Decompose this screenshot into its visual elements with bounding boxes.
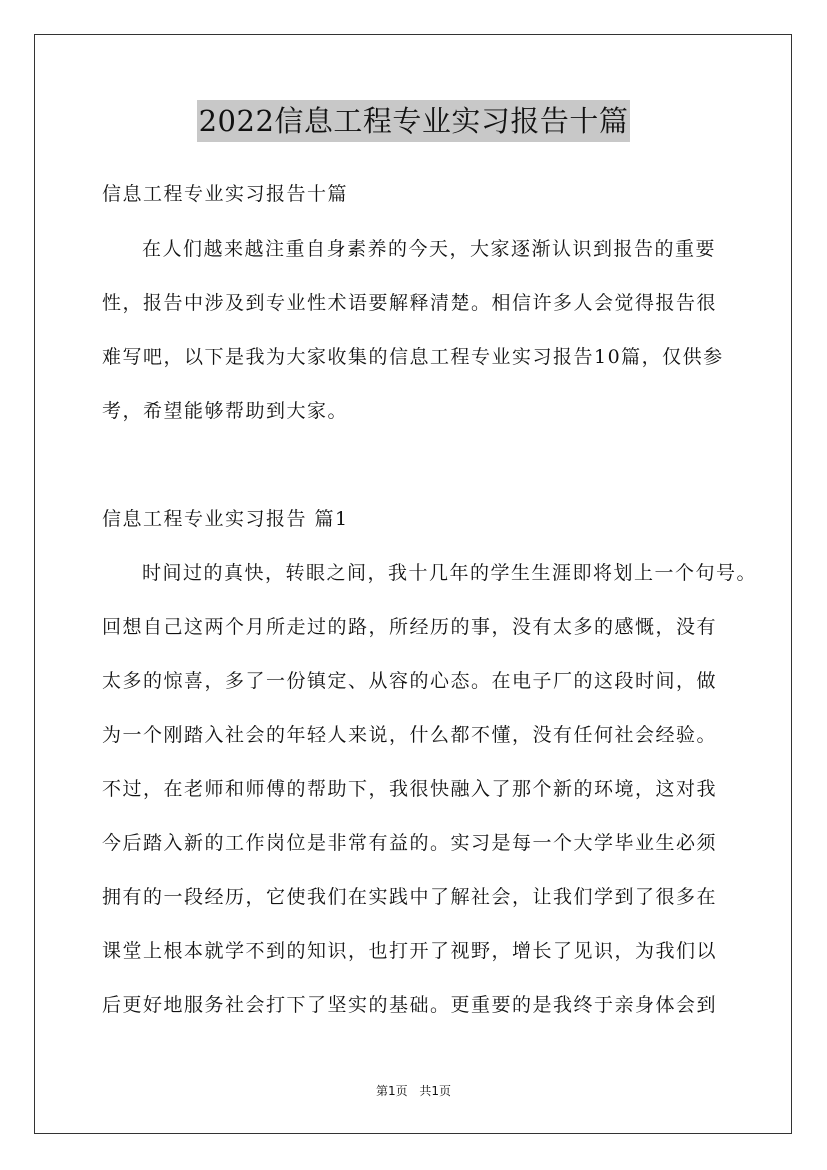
section1-line: 后更好地服务社会打下了坚实的基础。更重要的是我终于亲身体会到 <box>102 994 718 1016</box>
section1-line: 太多的惊喜，多了一份镇定、从容的心态。在电子厂的这段时间，做 <box>102 670 718 692</box>
intro-line: 性，报告中涉及到专业性术语要解释清楚。相信许多人会觉得报告很 <box>102 292 718 314</box>
section1-line: 回想自己这两个月所走过的路，所经历的事，没有太多的感慨，没有 <box>102 616 718 638</box>
document-title: 2022信息工程专业实习报告十篇 <box>197 100 631 142</box>
intro-line: 考，希望能够帮助到大家。 <box>102 400 349 422</box>
page-number-footer: 第1页 共1页 <box>375 1084 452 1098</box>
section1-line: 拥有的一段经历，它使我们在实践中了解社会，让我们学到了很多在 <box>102 886 718 908</box>
section1-line: 今后踏入新的工作岗位是非常有益的。实习是每一个大学毕业生必须 <box>102 832 718 854</box>
intro-line: 在人们越来越注重自身素养的今天，大家逐渐认识到报告的重要 <box>142 238 717 260</box>
section1-line: 为一个刚踏入社会的年轻人来说，什么都不懂，没有任何社会经验。 <box>102 724 718 746</box>
section1-line: 不过，在老师和师傅的帮助下，我很快融入了那个新的环境，这对我 <box>102 778 718 800</box>
section1-heading: 信息工程专业实习报告 篇1 <box>102 508 349 530</box>
title-container <box>0 100 827 142</box>
section1-line: 课堂上根本就学不到的知识，也打开了视野，增长了见识，为我们以 <box>102 940 718 962</box>
intro-line: 难写吧，以下是我为大家收集的信息工程专业实习报告10篇，仅供参 <box>102 346 724 368</box>
intro-heading: 信息工程专业实习报告十篇 <box>102 183 349 205</box>
section1-line: 时间过的真快，转眼之间，我十几年的学生生涯即将划上一个句号。 <box>142 562 758 584</box>
